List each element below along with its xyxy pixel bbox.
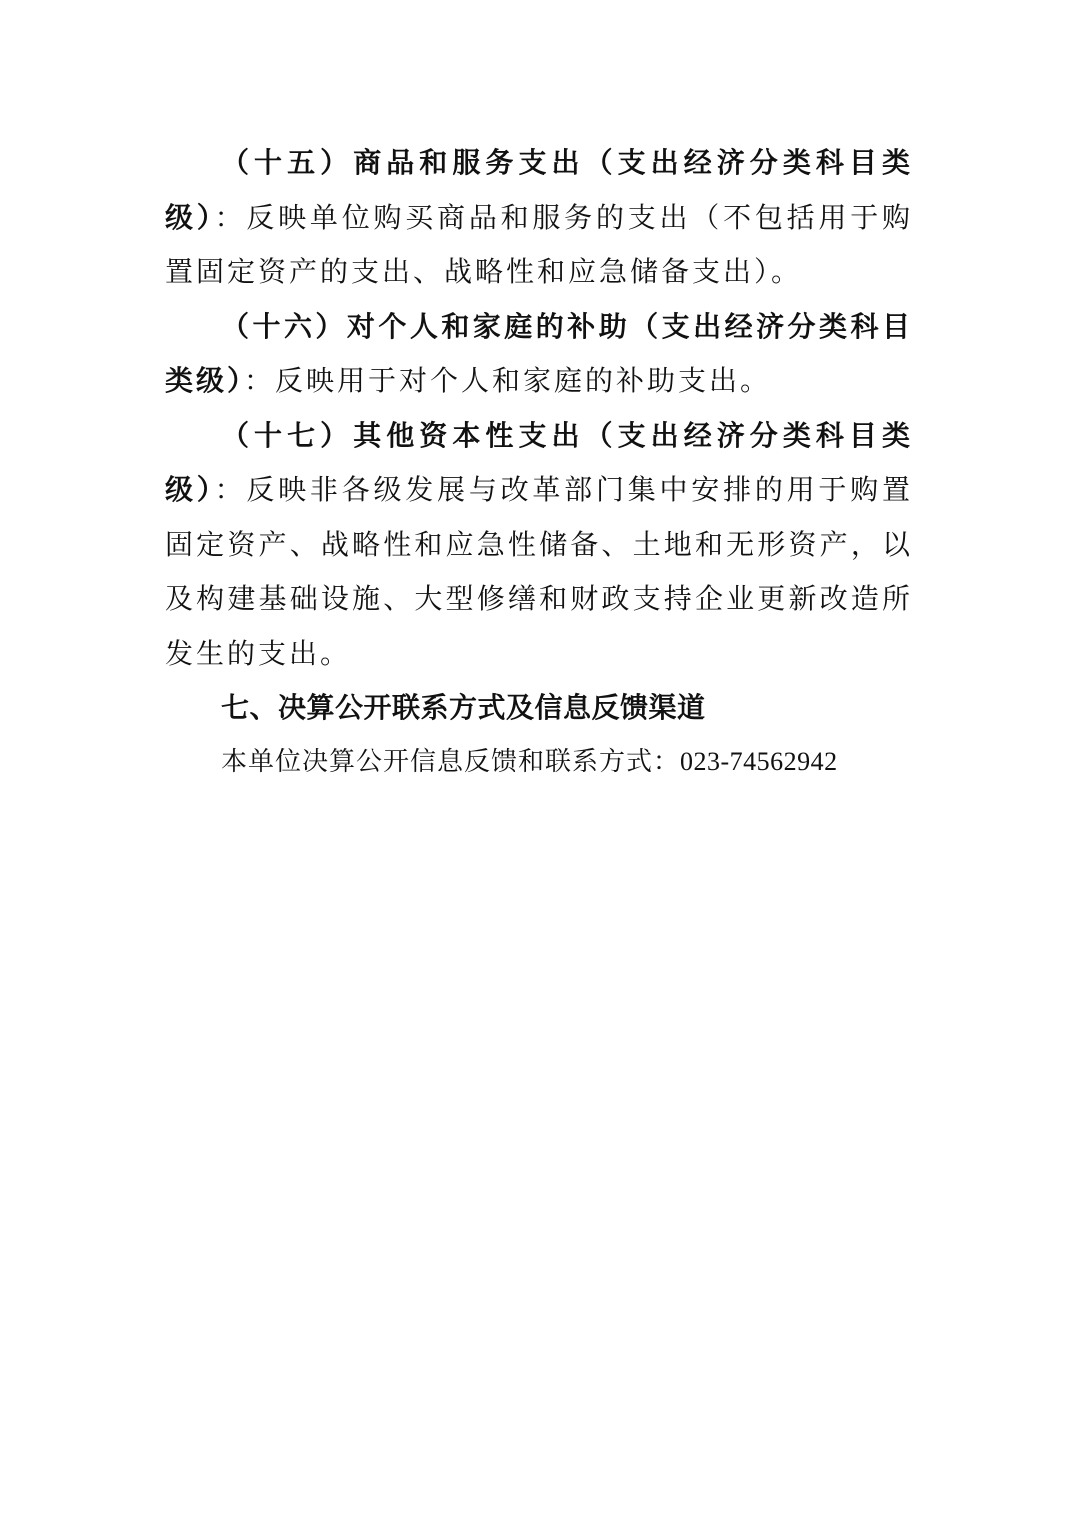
item-15-paragraph [165, 136, 913, 300]
item-16-body: ：反映用于对个人和家庭的补助支出。 [244, 364, 772, 397]
item-16-title: （十六）对个人和家庭的补助（支出经济分类科目类级） [165, 309, 913, 397]
item-17-body: ：反映非各级发展与改革部门集中安排的用于购置固定资产、战略性和应急性储备、土地和无形资产，以及构建基础设施、大型修缮和财政支持企业更新改造所发生的支出。 [165, 473, 913, 670]
contact-label: 本单位决算公开信息反馈和联系方式： [221, 747, 681, 777]
contact-phone: 023-74562942 [680, 747, 838, 776]
section-heading: 七、决算公开联系方式及信息反馈渠道 [221, 691, 706, 724]
contact-line [165, 735, 913, 789]
item-17-paragraph [165, 409, 913, 682]
document-body [165, 136, 913, 789]
item-17-title: （十七）其他资本性支出（支出经济分类科目类级） [165, 418, 913, 506]
item-15-title: （十五）商品和服务支出（支出经济分类科目类级） [165, 146, 913, 234]
item-15-body: ：反映单位购买商品和服务的支出（不包括用于购置固定资产的支出、战略性和应急储备支出）。 [165, 200, 913, 288]
item-16-paragraph [165, 300, 913, 409]
